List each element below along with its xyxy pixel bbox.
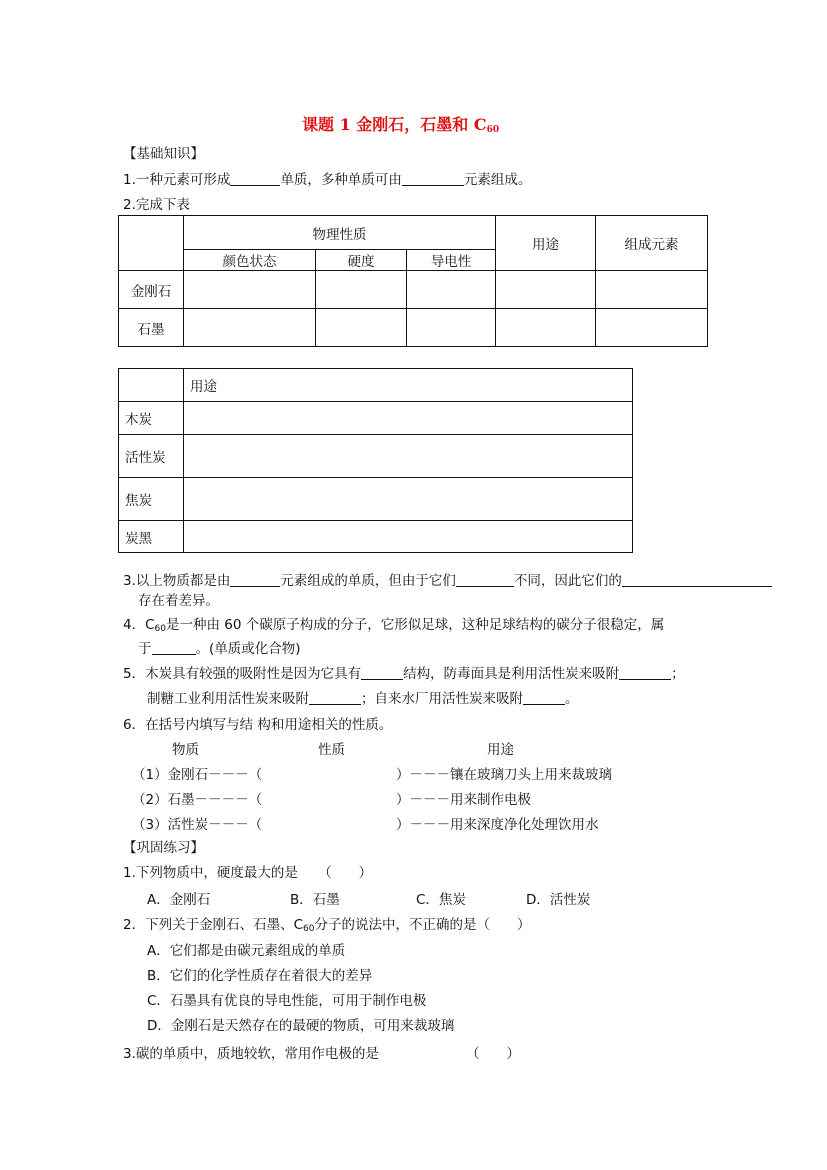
q1-text-b: 单质，多种单质可由: [280, 172, 402, 188]
q6-row-1-left: （1）金刚石－－－（: [132, 767, 263, 783]
q5-text-f: 。: [565, 691, 579, 707]
properties-table: [118, 215, 708, 347]
q3-text-c: 不同，因此它们的: [513, 573, 622, 589]
p1-option-b[interactable]: B．石墨: [290, 892, 340, 908]
question-4-cont: [138, 640, 301, 658]
table1-subheader-color: 颜色状态: [184, 250, 316, 271]
table-cell[interactable]: [496, 271, 596, 309]
q3-text-a: 3.以上物质都是由: [123, 573, 231, 589]
q1-text-a: 1.一种元素可形成: [123, 172, 231, 188]
table2-row-label: 炭黑: [119, 521, 184, 553]
q5-text-b: 结构，防毒面具是利用活性炭来吸附: [403, 666, 620, 682]
table-row: [119, 521, 633, 553]
practice-3-stem: 3.碳的单质中，质地较软，常用作电极的是: [123, 1046, 379, 1062]
table-cell[interactable]: [407, 271, 496, 309]
q4-blank[interactable]: [152, 640, 196, 655]
table-cell[interactable]: [596, 271, 708, 309]
q1-blank-1[interactable]: [230, 171, 280, 186]
table2-row-label: 活性炭: [119, 435, 184, 478]
p2-stem-a: 2．下列关于金刚石、石墨、C: [123, 917, 304, 933]
q6-header-substance: 物质: [172, 742, 199, 758]
q4-text-b: 是一种由 60 个碳原子构成的分子，它形似足球，这种足球结构的碳分子很稳定，属: [165, 617, 665, 633]
q5-blank-3[interactable]: [309, 690, 361, 705]
q5-blank-1[interactable]: [361, 665, 403, 680]
table-cell[interactable]: [184, 478, 633, 521]
question-4: [123, 616, 664, 638]
practice-3-paren: （ ）: [466, 1046, 520, 1062]
question-3: [123, 572, 772, 590]
p1-option-a[interactable]: A．金刚石: [147, 892, 211, 908]
question-2-label: 2.完成下表: [123, 197, 190, 213]
question-6: 6．在括号内填写与结 构和用途相关的性质。: [123, 717, 393, 733]
q5-blank-4[interactable]: [523, 690, 565, 705]
q3-text-b: 元素组成的单质，但由于它们: [280, 573, 456, 589]
question-5-cont: [147, 690, 579, 708]
title-subscript: 60: [486, 125, 500, 135]
table-cell[interactable]: [407, 309, 496, 347]
table-cell[interactable]: [184, 521, 633, 553]
q6-header-property: 性质: [318, 742, 345, 758]
table1-subheader-hardness: 硬度: [316, 250, 407, 271]
q3-blank-3[interactable]: [622, 572, 772, 587]
table-cell[interactable]: [184, 435, 633, 478]
table1-header-element: 组成元素: [596, 216, 708, 271]
p2-option-b[interactable]: B．它们的化学性质存在着很大的差异: [147, 968, 373, 984]
table-cell[interactable]: [316, 271, 407, 309]
q6-row-3-left: （3）活性炭－－－（: [132, 817, 263, 833]
q6-row-3-right: ）－－－用来深度净化处理饮用水: [396, 817, 599, 833]
table-cell[interactable]: [316, 309, 407, 347]
p2-option-c[interactable]: C．石墨具有优良的导电性能，可用于制作电极: [147, 993, 427, 1009]
q5-text-c: ；: [671, 666, 685, 682]
table-row: [119, 478, 633, 521]
p1-option-c[interactable]: C．焦炭: [416, 892, 466, 908]
practice-1-stem: 1.下列物质中，硬度最大的是 （ ）: [123, 865, 373, 881]
table1-corner: [119, 216, 184, 271]
table2-row-label: 木炭: [119, 402, 184, 435]
table-cell[interactable]: [596, 309, 708, 347]
table2-corner: [119, 369, 184, 402]
q6-row-2-right: ）－－－用来制作电极: [396, 792, 531, 808]
p2-stem-b: 分子的说法中，不正确的是（ ）: [314, 917, 531, 933]
table2-header-use: 用途: [184, 369, 633, 402]
q5-blank-2[interactable]: [619, 665, 671, 680]
section-basic: 【基础知识】: [123, 146, 204, 162]
question-5: [123, 665, 685, 683]
p1-option-d[interactable]: D．活性炭: [526, 892, 591, 908]
table1-row-label: 金刚石: [119, 271, 184, 309]
q1-blank-2[interactable]: [402, 171, 464, 186]
q3-blank-2[interactable]: [456, 572, 514, 587]
q5-text-d: 制糖工业利用活性炭来吸附: [147, 691, 309, 707]
table1-subheader-conductivity: 导电性: [407, 250, 496, 271]
table-cell[interactable]: [496, 309, 596, 347]
q6-row-1-right: ）－－－镶在玻璃刀头上用来裁玻璃: [396, 767, 612, 783]
question-1: [123, 171, 531, 189]
q4-text-c: 于: [138, 641, 152, 657]
q4-text-d: 。(单质或化合物): [195, 641, 301, 657]
q6-header-use: 用途: [487, 742, 514, 758]
table-row: [119, 435, 633, 478]
title-text: 课题 1 金刚石，石墨和 C: [302, 115, 487, 134]
q4-subscript: 60: [154, 624, 166, 634]
section-practice: 【巩固练习】: [123, 840, 204, 856]
table1-header-physical: 物理性质: [184, 216, 496, 250]
q4-text-a: 4．C: [123, 617, 155, 633]
table-row: [119, 402, 633, 435]
q5-text-e: ；自来水厂用活性炭来吸附: [361, 691, 523, 707]
table-row: [119, 271, 708, 309]
table1-header-use: 用途: [496, 216, 596, 271]
p2-option-d[interactable]: D．金刚石是天然存在的最硬的物质，可用来裁玻璃: [147, 1018, 455, 1034]
table2-row-label: 焦炭: [119, 478, 184, 521]
practice-2-stem: [123, 916, 530, 938]
p2-option-a[interactable]: A．它们都是由碳元素组成的单质: [147, 943, 346, 959]
q5-text-a: 5．木炭具有较强的吸附性是因为它具有: [123, 666, 362, 682]
table-row: [119, 309, 708, 347]
table-cell[interactable]: [184, 271, 316, 309]
page-title: [302, 116, 499, 139]
table1-row-label: 石墨: [119, 309, 184, 347]
question-3-cont: 存在着差异。: [138, 593, 219, 609]
q3-blank-1[interactable]: [230, 572, 280, 587]
uses-table: [118, 368, 633, 553]
q1-text-c: 元素组成。: [463, 172, 532, 188]
q6-row-2-left: （2）石墨－－－－（: [132, 792, 263, 808]
table-cell[interactable]: [184, 309, 316, 347]
p2-subscript: 60: [303, 924, 315, 934]
table-cell[interactable]: [184, 402, 633, 435]
